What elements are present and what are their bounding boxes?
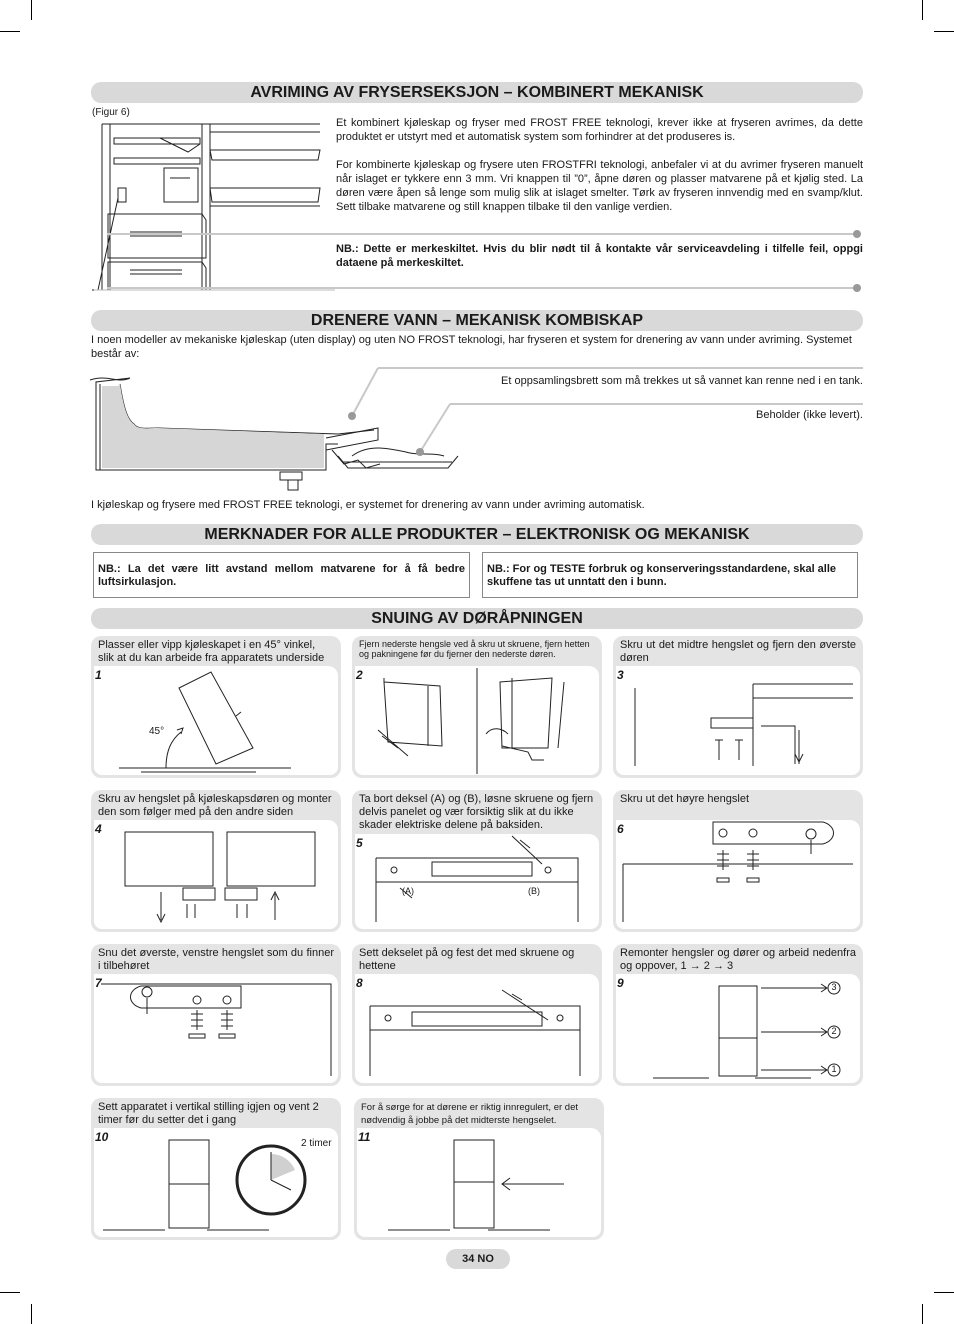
step-number: 8 [356,976,363,990]
step-text: For å sørge for at dørene er riktig innregulert, er det nødvendig å jobbe på det midterste hengselet. [361,1102,579,1126]
step-text: Remonter hengsler og dører og arbeid nedenfra og oppover, 1 → 2 → 3 [620,947,856,972]
step-text: Ta bort deksel (A) og (B), løsne skruene og fjern delvis panelet og vær forsiktig slik at du ikke skader elektriske delene på baksiden. [359,793,594,831]
step-card-8 [352,944,602,1086]
crop-mark [922,1304,923,1324]
door-hinge-swap-illustration [91,790,341,932]
step-text: Fjern nederste hengsle ved å skru ut skruene, fjern hetten og pakningene før du fjerner den nederste døren. [359,639,590,659]
crop-mark [0,31,20,32]
step-text: Plasser eller vipp kjøleskapet i en 45° vinkel, slik at du kan arbeide fra apparatets underside [98,639,325,664]
step-card-9 [613,944,863,1086]
angle-label: 45° [149,726,165,737]
step-number: 7 [95,976,102,990]
step-number: 5 [356,836,363,850]
step-card-2 [352,636,602,778]
crop-mark [934,1292,954,1293]
section-title-notes: MERKNADER FOR ALLE PRODUKTER – ELEKTRONISK OG MEKANISK [91,524,863,545]
cover-refit-illustration [352,944,602,1086]
step-text: Skru ut det høyre hengslet [620,793,750,805]
defrost-note: NB.: Dette er merkeskiltet. Hvis du blir nødt til å kontakte vår serviceavdeling i tilfelle feil, oppgi dataene på merkeskiltet. [336,243,863,269]
right-hinge-illustration [613,790,863,932]
section-title-defrost: AVRIMING AV FRYSERSEKSJON – KOMBINERT MEKANISK [91,82,863,103]
step-card-1 [91,636,341,778]
step-number: 4 [95,822,102,836]
crop-mark [31,1304,32,1324]
cover-panel-illustration [352,790,602,932]
drain-callout-tray: Et oppsamlingsbrett som må trekkes ut så vannet kan renne ned i en tank. [501,375,863,387]
cover-label-a: (A) [402,886,414,896]
step-number: 6 [617,822,624,836]
step-number: 1 [95,668,102,682]
bottom-hinge-illustration [352,636,602,778]
note-box-airflow: NB.: La det være litt avstand mellom matvarene for å få bedre luftsirkulasjon. [93,552,470,598]
step-text: Snu det øverste, venstre hengslet som du finner i tilbehøret [98,947,334,972]
left-hinge-illustration [91,944,341,1086]
crop-mark [0,1292,20,1293]
drain-intro: I noen modeller av mekaniske kjøleskap (uten display) og uten NO FROST teknologi, har fryseren et system for drenering av vann under avriming. Systemet består av: [91,334,852,360]
crop-mark [31,0,32,20]
page-number: 34 NO [446,1249,510,1269]
cover-label-b: (B) [528,886,540,896]
step-text: Skru ut det midtre hengslet og fjern den øverste døren [620,639,856,664]
section-title-drain: DRENERE VANN – MEKANISK KOMBISKAP [91,310,863,331]
step-card-10 [91,1098,341,1240]
defrost-paragraph-1: Et kombinert kjøleskap og fryser med FROST FREE teknologi, krever ikke at fryseren avrimes, da dette produktet er utstyrt med et automatisk system som forhindrer at det produseres is. [336,117,863,143]
drain-callout-container: Beholder (ikke levert). [756,409,863,421]
step-text: Sett dekselet på og fest det med skruene og hettene [359,947,575,972]
step-number: 9 [617,976,624,990]
order-marker-2: 2 [831,1026,837,1036]
defrost-paragraph-2: For kombinerte kjøleskap og frysere uten FROSTFRI teknologi, anbefaler vi at du avrimer fryseren manuelt når islaget er tykkere enn 3 mm. Vri knappen til ”0”, åpne døren og plasser matvarene på et kjølig sted. La døren være åpen så lenge som mulig slik at islaget smelter. Tørk av fryseren innvendig med en svamp/klut. Sett tilbake matvarene og still knappen tilbake til den vanlige verdien. [336,159,863,213]
wait-two-hours-illustration [91,1098,341,1240]
step-card-7 [91,944,341,1086]
step-text: Skru av hengslet på kjøleskapsdøren og monter den som følger med på den andre siden [98,793,332,818]
note-box-testing: NB.: For og TESTE forbruk og konserveringsstandardene, skal alle skuffene tas ut unntatt den i bunn. [482,552,858,598]
step-number: 2 [356,668,363,682]
step-card-3 [613,636,863,778]
step-number: 11 [358,1130,371,1144]
section-title-reverse-door: SNUING AV DØRÅPNINGEN [91,608,863,629]
drain-footer: I kjøleskap og frysere med FROST FREE teknologi, er systemet for drenering av vann under avriming automatisk. [91,499,645,511]
step-number: 3 [617,668,624,682]
door-alignment-illustration [354,1098,604,1240]
step-card-11 [354,1098,604,1240]
tilted-fridge-illustration [91,636,341,778]
step-card-4 [91,790,341,932]
order-marker-1: 1 [831,1064,837,1074]
order-marker-3: 3 [831,982,837,992]
figure-label: (Figur 6) [92,107,130,118]
step-card-6 [613,790,863,932]
crop-mark [934,31,954,32]
step-text: Sett apparatet i vertikal stilling igjen og vent 2 timer før du setter det i gang [98,1101,319,1126]
timer-label: 2 timer [301,1138,332,1149]
middle-hinge-illustration [613,636,863,778]
step-number: 10 [95,1130,109,1144]
crop-mark [922,0,923,20]
step-card-5 [352,790,602,932]
reassembly-order-illustration [613,944,863,1086]
